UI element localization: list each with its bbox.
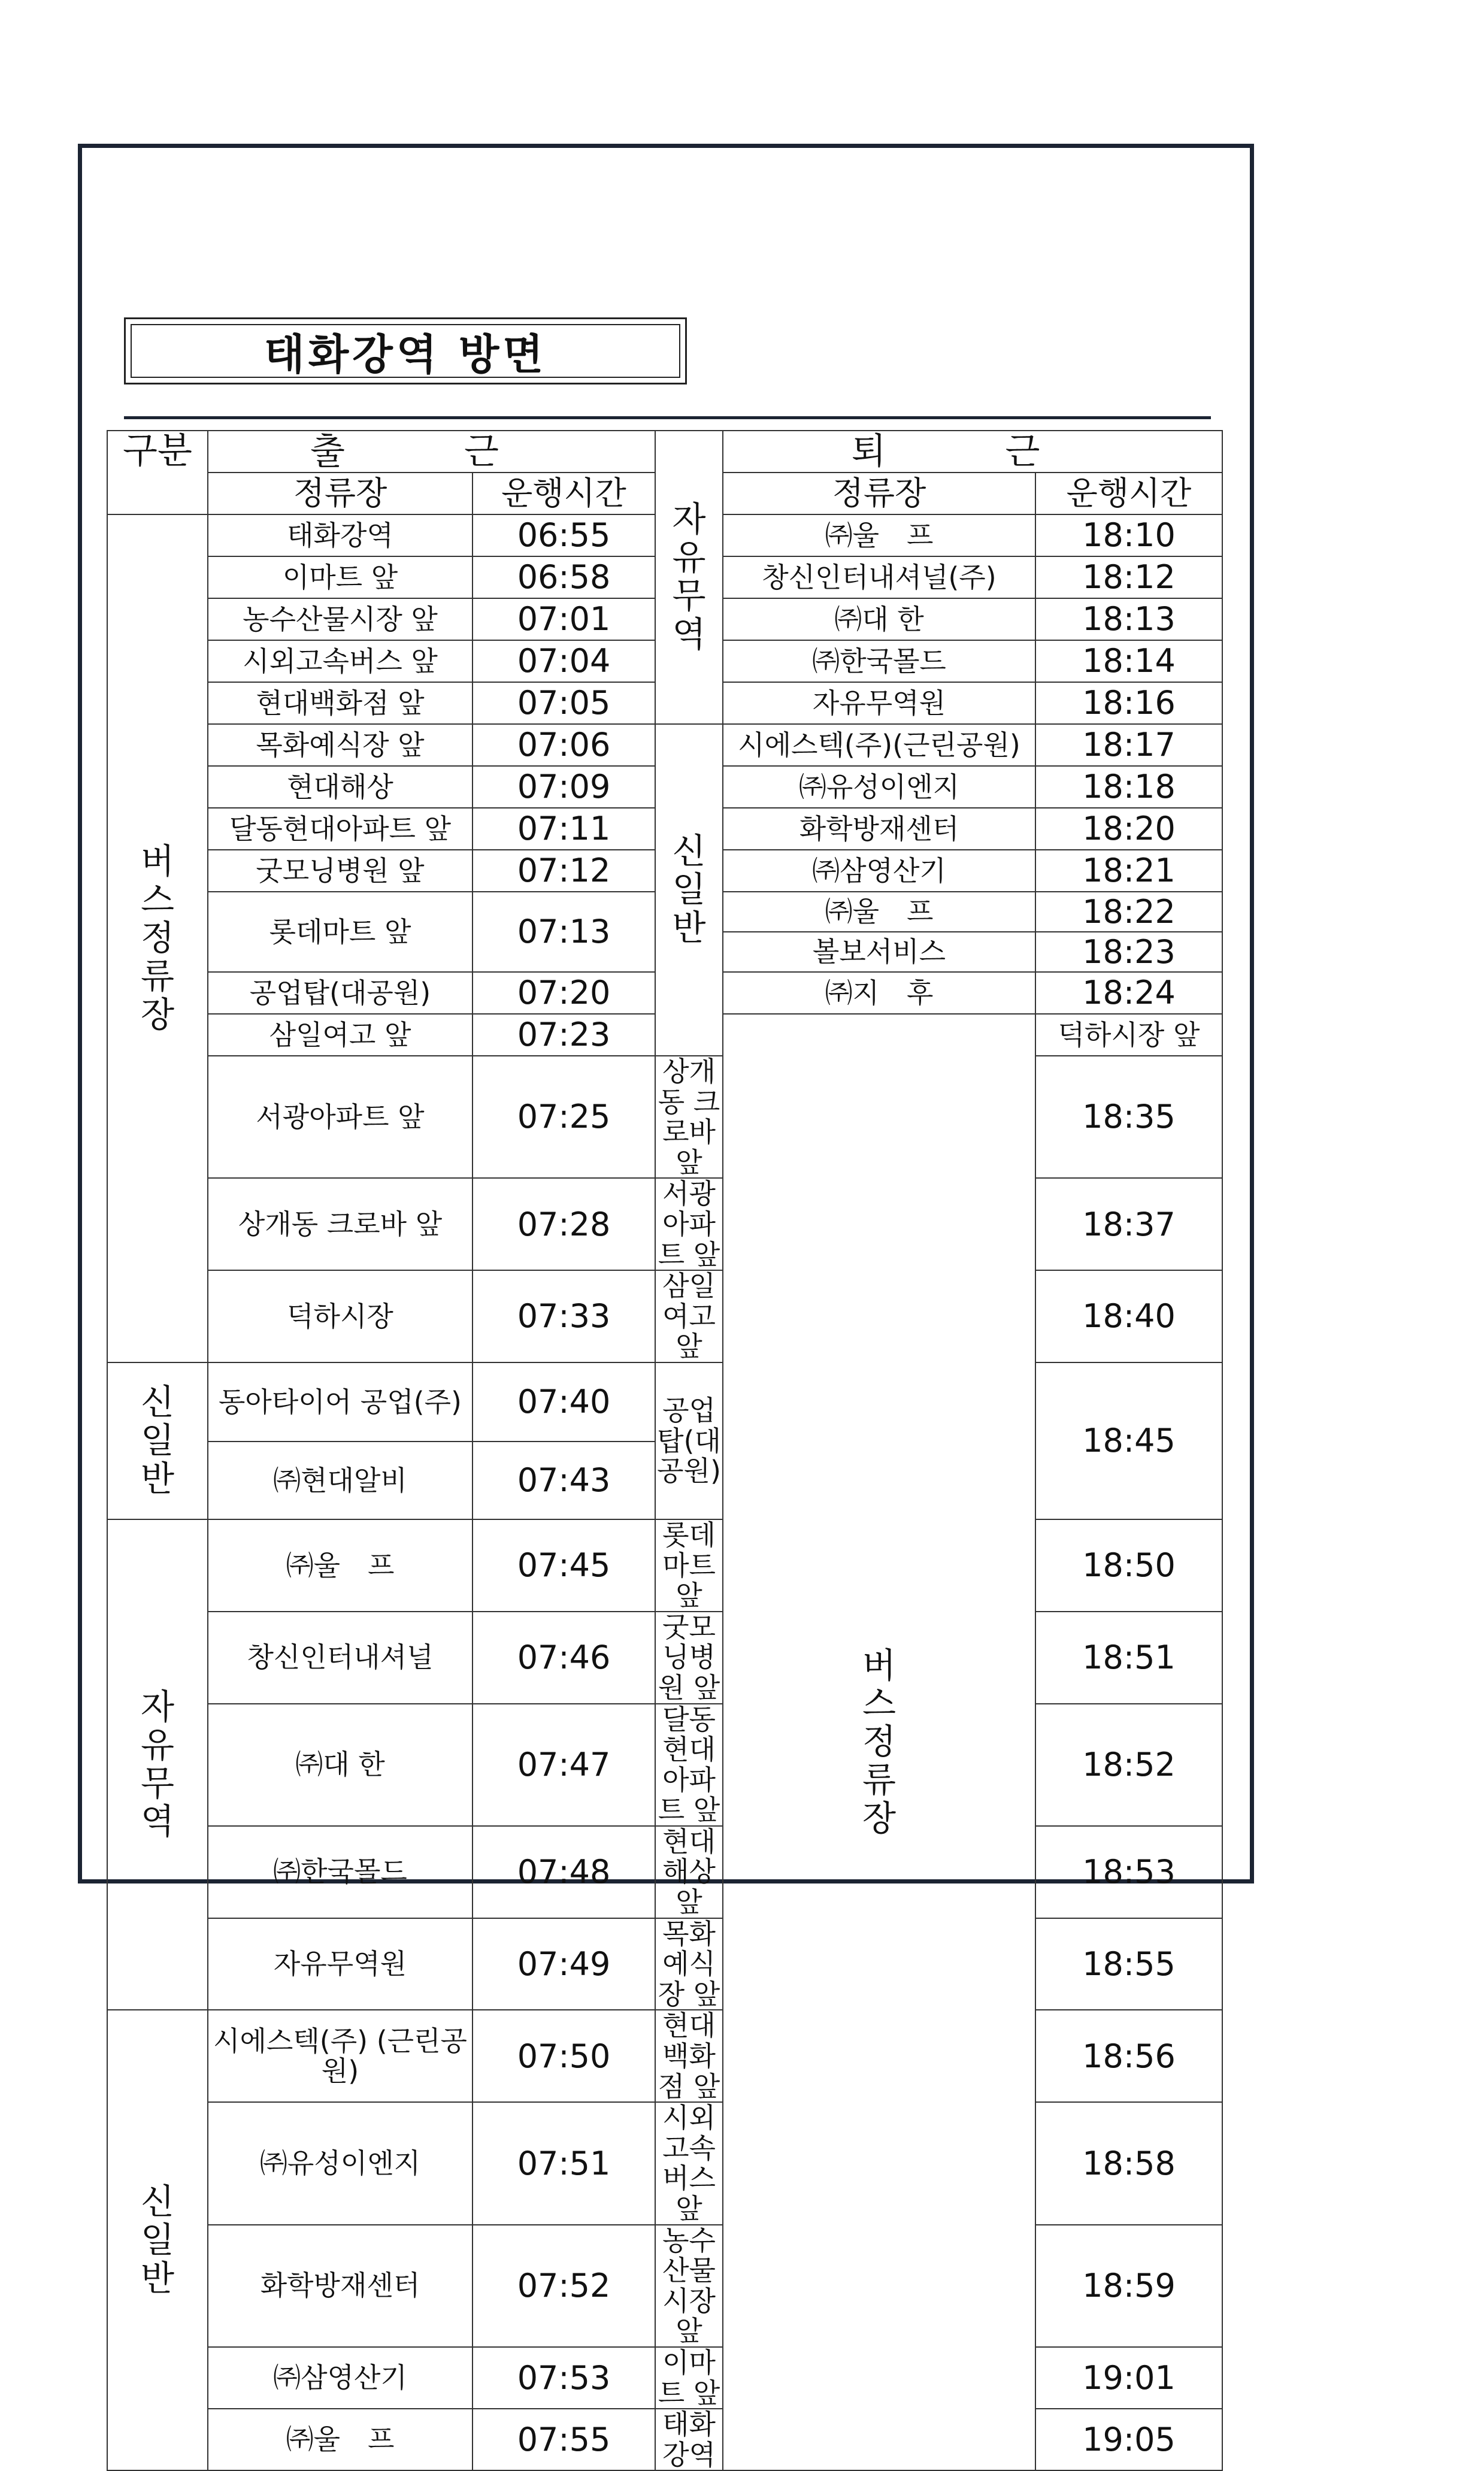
in-time-header: 운행시간: [1035, 473, 1222, 514]
schedule-table: [107, 430, 1223, 2471]
division-header: 구분: [107, 431, 208, 514]
in-stop-header: 정류장: [723, 473, 1035, 514]
left-group-shinil_2: [107, 2010, 208, 2470]
outbound-stop: 이마트 앞: [208, 556, 473, 598]
outbound-stop: 자유무역원: [208, 1918, 473, 2010]
inbound-stop: ㈜한국몰드: [723, 640, 1035, 682]
inbound-time: 18:58: [1035, 2102, 1222, 2224]
outbound-time: 07:52: [473, 2225, 655, 2347]
outbound-stop: 목화예식장 앞: [208, 724, 473, 766]
group-label-char: 일: [140, 2219, 175, 2260]
left-group-shinil_1: [107, 1362, 208, 1519]
inbound-stop: 시에스텍(주)(근린공원): [723, 724, 1035, 766]
outbound-stop: 태화강역: [208, 514, 473, 556]
outbound-stop: ㈜한국몰드: [208, 1826, 473, 1918]
right-group-bus: [723, 1014, 1035, 2470]
inbound-time: 18:45: [1035, 1362, 1222, 1519]
group-label-char: 신: [672, 831, 706, 872]
group-label-char: 역: [672, 613, 706, 655]
inbound-stop: 현대해상 앞: [655, 1826, 723, 1918]
outbound-stop: 굿모닝병원 앞: [208, 850, 473, 892]
group-label-char: 자: [672, 499, 706, 540]
table-row: [107, 1826, 1222, 1918]
outbound-time: 06:55: [473, 514, 655, 556]
group-label-char: 정: [862, 1721, 897, 1763]
inbound-time: 18:35: [1035, 1056, 1222, 1178]
inbound-time: 18:20: [1035, 808, 1222, 850]
outbound-stop: 공업탑(대공원): [208, 972, 473, 1014]
table-row: [107, 1612, 1222, 1704]
group-label-char: 유: [140, 1724, 175, 1766]
outbound-stop: 현대백화점 앞: [208, 682, 473, 724]
inbound-stop: 화학방재센터: [723, 808, 1035, 850]
inbound-time: 18:12: [1035, 556, 1222, 598]
group-label-char: 스: [862, 1683, 897, 1724]
outbound-time: 07:55: [473, 2409, 655, 2470]
table-row: [107, 1270, 1222, 1362]
inbound-time: 18:13: [1035, 598, 1222, 640]
group-label-char: 반: [140, 1458, 175, 1499]
inbound-time: 18:53: [1035, 1826, 1222, 1918]
inbound-time: 18:16: [1035, 682, 1222, 724]
table-row: [107, 1362, 1222, 1442]
group-label-char: 반: [672, 907, 706, 948]
outbound-time: 07:20: [473, 972, 655, 1014]
inbound-time: 19:01: [1035, 2347, 1222, 2409]
title-underline: [124, 416, 1211, 419]
outbound-stop: 삼일여고 앞: [208, 1014, 473, 1056]
group-label-char: 스: [140, 879, 175, 920]
outbound-time: 07:23: [473, 1014, 655, 1056]
outbound-stop: ㈜대 한: [208, 1704, 473, 1826]
table-row: [107, 1056, 1222, 1178]
inbound-time: 18:59: [1035, 2225, 1222, 2347]
outbound-time: 07:33: [473, 1270, 655, 1362]
inbound-stop: 서광아파트 앞: [655, 1178, 723, 1270]
inbound-time: 18:40: [1035, 1270, 1222, 1362]
table-row: [107, 2409, 1222, 2470]
left-group-jayu: [107, 1519, 208, 2010]
inbound-time: 18:14: [1035, 640, 1222, 682]
group-label-char: 류: [140, 955, 175, 997]
out-time-header: 운행시간: [473, 473, 655, 514]
outbound-time: 07:12: [473, 850, 655, 892]
outbound-time: 07:11: [473, 808, 655, 850]
inbound-stop: 공업탑(대공원): [655, 1362, 723, 1519]
outbound-time: 07:53: [473, 2347, 655, 2409]
outbound-stop: ㈜유성이엔지: [208, 2102, 473, 2224]
inbound-stop: ㈜울 프: [723, 892, 1035, 932]
group-label-char: 정: [140, 917, 175, 959]
inbound-time: 18:37: [1035, 1178, 1222, 1270]
inbound-stop: ㈜울 프: [723, 514, 1035, 556]
outbound-time: 07:13: [473, 892, 655, 972]
outbound-time: 07:47: [473, 1704, 655, 1826]
group-label-char: 반: [140, 2257, 175, 2299]
inbound-time: 18:55: [1035, 1918, 1222, 2010]
outbound-time: 07:43: [473, 1442, 655, 1519]
inbound-stop: 달동현대아파트 앞: [655, 1704, 723, 1826]
left-group-bus: [107, 514, 208, 1362]
inbound-time: 18:56: [1035, 2010, 1222, 2102]
inbound-time: 18:51: [1035, 1612, 1222, 1704]
group-label-char: 장: [862, 1797, 897, 1839]
outbound-time: 06:58: [473, 556, 655, 598]
out-stop-header: 정류장: [208, 473, 473, 514]
outbound-time: 07:46: [473, 1612, 655, 1704]
outbound-stop: 덕하시장: [208, 1270, 473, 1362]
outbound-stop: 동아타이어 공업(주): [208, 1362, 473, 1442]
group-label-char: 유: [672, 537, 706, 579]
outbound-stop: 서광아파트 앞: [208, 1056, 473, 1178]
group-label-char: 무: [672, 576, 706, 616]
outbound-time: 07:49: [473, 1918, 655, 2010]
group-label-char: 자: [140, 1686, 175, 1728]
group-label-char: 신: [140, 2181, 175, 2222]
outbound-time: 07:28: [473, 1178, 655, 1270]
inbound-time: 18:18: [1035, 766, 1222, 808]
outbound-time: 07:05: [473, 682, 655, 724]
table-row: [107, 2010, 1222, 2102]
title-inner-border: [131, 324, 680, 378]
outbound-stop: ㈜현대알비: [208, 1442, 473, 1519]
inbound-stop: 태화강역: [655, 2409, 723, 2470]
outbound-time: 07:06: [473, 724, 655, 766]
inbound-stop: 농수산물시장 앞: [655, 2225, 723, 2347]
outbound-time: 07:51: [473, 2102, 655, 2224]
table-row: [107, 724, 1222, 766]
inbound-time: 18:10: [1035, 514, 1222, 556]
outbound-time: 07:40: [473, 1362, 655, 1442]
table-row: [107, 2225, 1222, 2347]
commute-out-header: 퇴 근: [723, 431, 1222, 473]
outbound-time: 07:45: [473, 1519, 655, 1612]
inbound-time: 18:24: [1035, 972, 1222, 1014]
outbound-stop: 달동현대아파트 앞: [208, 808, 473, 850]
group-label-char: 버: [862, 1645, 897, 1686]
outbound-time: 07:09: [473, 766, 655, 808]
inbound-time: 18:23: [1035, 932, 1222, 972]
table-row: [107, 1704, 1222, 1826]
group-label-char: 일: [140, 1420, 175, 1461]
outbound-time: 07:01: [473, 598, 655, 640]
group-label-char: 류: [862, 1760, 897, 1801]
group-label-char: 버: [140, 841, 175, 882]
inbound-stop: 이마트 앞: [655, 2347, 723, 2409]
outbound-time: 07:04: [473, 640, 655, 682]
inbound-stop: ㈜대 한: [723, 598, 1035, 640]
inbound-time: 18:17: [1035, 724, 1222, 766]
inbound-stop: 굿모닝병원 앞: [655, 1612, 723, 1704]
right-group-jayu: [655, 431, 723, 724]
table-row: [107, 2102, 1222, 2224]
inbound-time: 18:21: [1035, 850, 1222, 892]
page-title: 태화강역 방면: [264, 329, 547, 379]
outbound-stop: 시외고속버스 앞: [208, 640, 473, 682]
inbound-time: 18:50: [1035, 1519, 1222, 1612]
inbound-stop: ㈜유성이엔지: [723, 766, 1035, 808]
outbound-stop: ㈜울 프: [208, 2409, 473, 2470]
right-group-shinil: [655, 724, 723, 1056]
inbound-stop: 시외고속버스 앞: [655, 2102, 723, 2224]
inbound-time: 18:22: [1035, 892, 1222, 932]
inbound-time: 19:05: [1035, 2409, 1222, 2470]
outbound-stop: 시에스텍(주) (근린공원): [208, 2010, 473, 2102]
schedule-body: [107, 431, 1222, 2470]
outbound-stop: 현대해상: [208, 766, 473, 808]
outbound-time: 07:48: [473, 1826, 655, 1918]
inbound-stop: ㈜지 후: [723, 972, 1035, 1014]
inbound-stop: 창신인터내셔널(주): [723, 556, 1035, 598]
outbound-time: 07:50: [473, 2010, 655, 2102]
outbound-stop: 롯데마트 앞: [208, 892, 473, 972]
outbound-stop: ㈜울 프: [208, 1519, 473, 1612]
inbound-stop: 목화예식장 앞: [655, 1918, 723, 2010]
table-row: [107, 1918, 1222, 2010]
inbound-stop: ㈜삼영산기: [723, 850, 1035, 892]
inbound-time: 18:52: [1035, 1704, 1222, 1826]
table-row: [107, 1519, 1222, 1612]
inbound-stop: 자유무역원: [723, 682, 1035, 724]
group-label-char: 무: [140, 1763, 175, 1804]
table-row: [107, 2347, 1222, 2409]
header-row: [107, 431, 1222, 473]
inbound-stop: 덕하시장 앞: [1035, 1014, 1222, 1056]
table-row: [107, 1178, 1222, 1270]
inbound-stop: 롯데마트 앞: [655, 1519, 723, 1612]
inbound-stop: 상개동 크로바 앞: [655, 1056, 723, 1178]
outbound-stop: 화학방재센터: [208, 2225, 473, 2347]
title-box: [124, 317, 687, 384]
outbound-stop: 창신인터내셔널: [208, 1612, 473, 1704]
commute-in-header: 출 근: [208, 431, 655, 473]
inbound-stop: 현대백화점 앞: [655, 2010, 723, 2102]
group-label-char: 장: [140, 994, 175, 1035]
outbound-stop: 농수산물시장 앞: [208, 598, 473, 640]
group-label-char: 일: [672, 869, 706, 910]
group-label-char: 신: [140, 1382, 175, 1423]
outbound-stop: ㈜삼영산기: [208, 2347, 473, 2409]
outbound-stop: 상개동 크로바 앞: [208, 1178, 473, 1270]
inbound-stop: 볼보서비스: [723, 932, 1035, 972]
inbound-stop: 삼일여고 앞: [655, 1270, 723, 1362]
outbound-time: 07:25: [473, 1056, 655, 1178]
group-label-char: 역: [140, 1801, 175, 1842]
